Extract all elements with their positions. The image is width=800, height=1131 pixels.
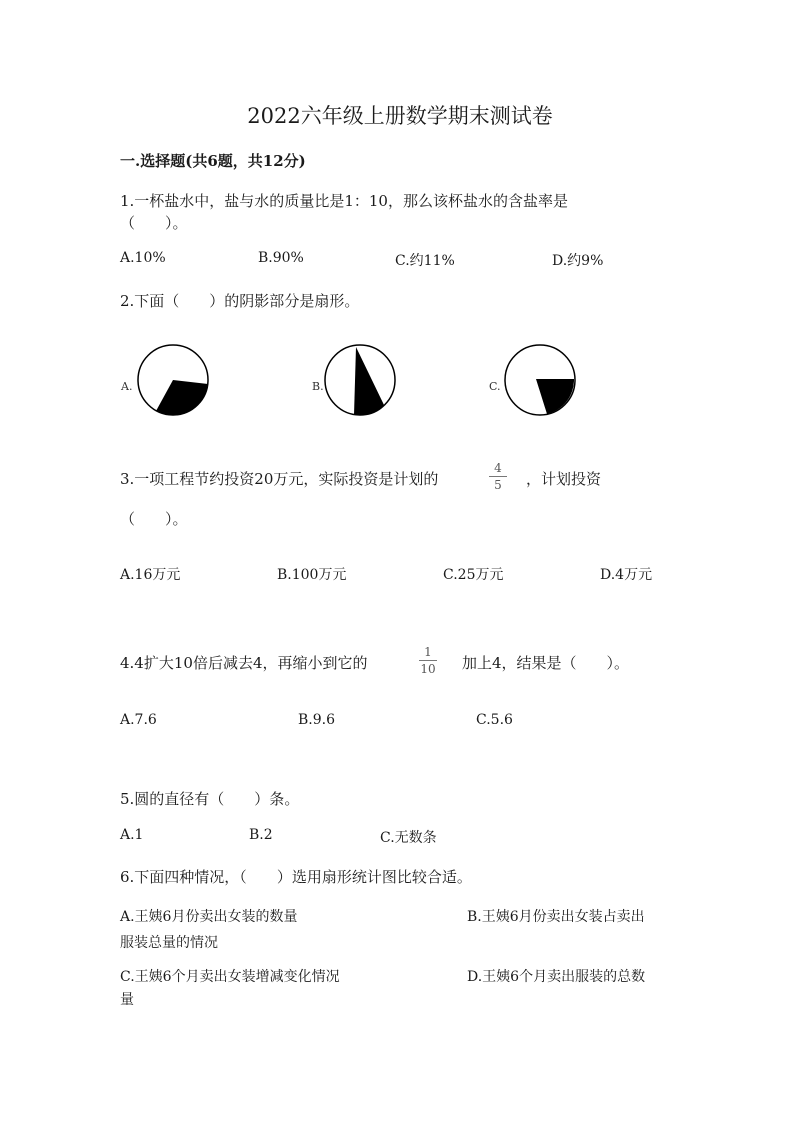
q3-fraction-numerator: 4 [494,461,502,475]
q4-fraction-bar [419,660,437,661]
q4-fraction-numerator: 1 [424,645,432,659]
q4-fraction [417,645,439,676]
q2-label-a[interactable]: A. [121,380,133,393]
q3-option-b[interactable]: B.100万元 [277,567,347,583]
q2-figure-c [503,343,577,417]
q6-option-d-line1: D.王姨6个月卖出服装的总数 [467,969,646,985]
question-3-text-before: 3.一项工程节约投资20万元，实际投资是计划的 [120,470,439,488]
q2-label-b[interactable]: B. [312,380,324,393]
q6-option-d[interactable] [467,966,645,986]
q5-option-b[interactable]: B.2 [249,827,273,843]
question-4-text-before: 4.4扩大10倍后减去4，再缩小到它的 [120,654,368,672]
q2-figure-b [323,343,397,417]
q5-option-a[interactable]: A.1 [120,827,144,843]
question-2-text: 2.下面（ ）的阴影部分是扇形。 [120,292,360,310]
question-4-text-after: 加上4，结果是（ ）。 [462,654,630,672]
q6-option-a-line1: A.王姨6月份卖出女装的数量 [120,909,298,925]
q1-option-b[interactable]: B.90% [258,250,304,266]
q2-label-c[interactable]: C. [489,380,501,393]
question-3-blank: （ ）。 [120,510,188,528]
q2-figure-a [136,343,210,417]
question-1-text: 1.一杯盐水中，盐与水的质量比是1：10，那么该杯盐水的含盐率是 [120,192,568,210]
q3-fraction [487,461,509,492]
question-1-blank: （ ）。 [120,214,188,232]
section-heading: 一.选择题(共6题，共12分) [120,152,306,170]
q6-option-a-line2: 服装总量的情况 [120,935,218,951]
q4-option-a[interactable]: A.7.6 [120,712,157,728]
q1-option-d[interactable]: D.约9% [552,253,604,269]
q1-option-c[interactable]: C.约11% [395,253,455,269]
page-title: 2022六年级上册数学期末测试卷 [247,104,553,128]
q6-option-d-line2: 量 [120,992,134,1008]
q6-option-c[interactable]: C.王姨6个月卖出女装增减变化情况 [120,969,340,985]
q6-option-b[interactable]: B.王姨6月份卖出女装占卖出 [467,909,645,925]
q4-option-c[interactable]: C.5.6 [476,712,513,728]
q4-fraction-denominator: 10 [420,662,436,676]
q3-fraction-bar [489,476,507,477]
q3-option-a[interactable]: A.16万元 [120,567,181,583]
q3-option-d[interactable]: D.4万元 [600,567,653,583]
question-5-text: 5.圆的直径有（ ）条。 [120,790,300,808]
q4-option-b[interactable]: B.9.6 [298,712,336,728]
q6-option-a[interactable] [120,906,297,952]
q3-option-c[interactable]: C.25万元 [443,567,504,583]
q5-option-c[interactable]: C.无数条 [380,830,437,846]
question-6-text: 6.下面四种情况，（ ）选用扇形统计图比较合适。 [120,868,472,886]
q1-option-a[interactable]: A.10% [120,250,166,266]
question-3-text-after: ，计划投资 [526,470,602,488]
q3-fraction-denominator: 5 [494,478,502,492]
